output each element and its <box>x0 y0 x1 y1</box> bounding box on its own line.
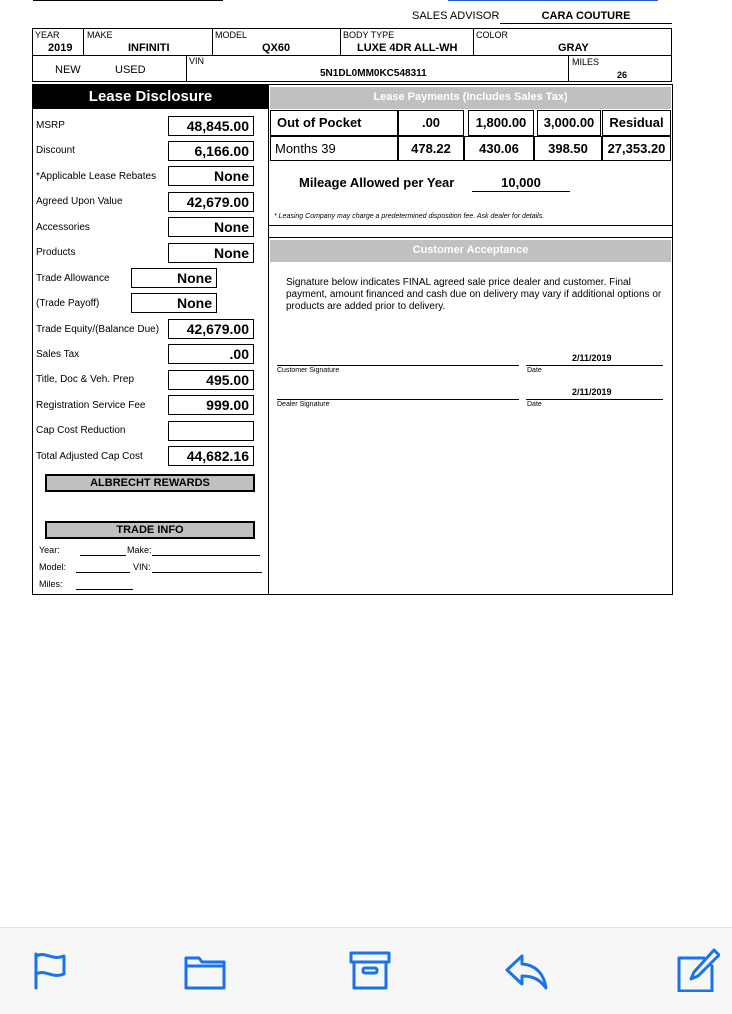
trade-make-input[interactable] <box>152 555 260 556</box>
flag-icon[interactable] <box>28 948 72 992</box>
acceptance-text: Signature below indicates FINAL agreed sale price dealer and customer. Final payment, amount financed and cash due on delivery may vary if additional options or products are added prior to delivery. <box>286 277 662 312</box>
trade-miles-label: Miles: <box>39 579 63 589</box>
row-label-lease-rebates: *Applicable Lease Rebates <box>36 171 157 182</box>
registration-fee-field[interactable]: 999.00 <box>168 395 254 415</box>
dealer-date-label: Date <box>527 401 542 408</box>
sales-advisor-value: CARA COUTURE <box>541 10 631 22</box>
trade-payoff-field[interactable]: None <box>131 293 217 313</box>
row-label-msrp: MSRP <box>36 120 65 131</box>
row-label-title-doc: Title, Doc & Veh. Prep <box>36 374 135 385</box>
color-value: GRAY <box>558 42 589 54</box>
trade-info-bar: TRADE INFO <box>45 521 255 539</box>
trade-equity-field[interactable]: 42,679.00 <box>168 319 254 339</box>
row-label-trade-equity: Trade Equity/(Balance Due) <box>36 324 160 335</box>
row-label-trade-payoff: (Trade Payoff) <box>36 298 100 309</box>
row-label-registration-fee: Registration Service Fee <box>36 400 146 411</box>
row-label-accessories: Accessories <box>36 222 90 233</box>
trade-allowance-field[interactable]: None <box>131 268 217 288</box>
year-value: 2019 <box>48 42 73 54</box>
customer-date-value: 2/11/2019 <box>572 353 612 363</box>
customer-signature-line[interactable] <box>277 365 519 366</box>
residual-value: 27,353.20 <box>602 136 671 161</box>
body-type-label: BODY TYPE <box>343 30 395 40</box>
row-label-discount: Discount <box>36 145 75 156</box>
dealer-signature-label: Dealer Signature <box>277 401 330 408</box>
lease-payments-title: Lease Payments (Includes Sales Tax) <box>270 87 671 109</box>
miles-value: 26 <box>617 70 628 80</box>
vin-value: 5N1DL0MM0KC548311 <box>320 68 427 79</box>
accessories-field[interactable]: None <box>168 217 254 237</box>
trade-year-label: Year: <box>39 545 60 555</box>
dealer-date-value: 2/11/2019 <box>572 387 612 397</box>
color-label: COLOR <box>476 30 509 40</box>
customer-date-line[interactable] <box>526 365 663 366</box>
vin-label: VIN <box>189 56 205 66</box>
title-doc-field[interactable]: 495.00 <box>168 370 254 390</box>
out-of-pocket-option-3[interactable]: 3,000.00 <box>537 110 601 136</box>
row-label-sales-tax: Sales Tax <box>36 349 80 360</box>
residual-label: Residual <box>602 110 671 136</box>
mileage-label: Mileage Allowed per Year <box>299 175 455 190</box>
customer-date-label: Date <box>527 367 542 374</box>
compose-icon[interactable] <box>676 948 720 992</box>
customer-acceptance-title: Customer Acceptance <box>270 240 671 262</box>
sales-advisor-label: SALES ADVISOR <box>412 10 500 22</box>
dealer-signature-line[interactable] <box>277 399 519 400</box>
trade-miles-input[interactable] <box>76 589 133 590</box>
row-label-trade-allowance: Trade Allowance <box>36 273 110 284</box>
products-field[interactable]: None <box>168 243 254 263</box>
body-type-value: LUXE 4DR ALL-WH <box>357 42 458 54</box>
monthly-payment-2[interactable]: 430.06 <box>464 136 534 161</box>
disposition-note: * Leasing Company may charge a predetermined disposition fee. Ask dealer for details. <box>274 213 545 220</box>
total-cap-cost-field[interactable]: 44,682.16 <box>168 446 254 466</box>
msrp-field[interactable]: 48,845.00 <box>168 116 254 136</box>
lease-rebates-field[interactable]: None <box>168 166 254 186</box>
reply-icon[interactable] <box>504 948 548 992</box>
row-label-total-cap-cost: Total Adjusted Cap Cost <box>36 451 143 462</box>
months-label: Months 39 <box>270 136 398 161</box>
folder-icon[interactable] <box>183 948 227 992</box>
trade-model-label: Model: <box>39 562 67 572</box>
discount-field[interactable]: 6,166.00 <box>168 141 254 161</box>
cap-cost-reduction-field[interactable] <box>168 421 254 441</box>
albrecht-rewards-bar: ALBRECHT REWARDS <box>45 474 255 492</box>
year-label: YEAR <box>35 30 60 40</box>
sales-tax-field[interactable]: .00 <box>168 344 254 364</box>
row-label-products: Products <box>36 247 76 258</box>
new-label: NEW <box>55 64 81 76</box>
trade-vin-label: VIN: <box>133 562 151 572</box>
miles-label: MILES <box>572 57 600 67</box>
trade-make-label: Make: <box>127 545 152 555</box>
out-of-pocket-option-1[interactable]: .00 <box>398 110 464 136</box>
trade-vin-input[interactable] <box>152 572 262 573</box>
make-label: MAKE <box>87 30 113 40</box>
model-value: QX60 <box>262 42 291 54</box>
agreed-value-field[interactable]: 42,679.00 <box>168 192 254 212</box>
row-label-agreed-value: Agreed Upon Value <box>36 196 123 207</box>
dealer-date-line[interactable] <box>526 399 663 400</box>
customer-signature-label: Customer Signature <box>277 367 340 374</box>
used-label: USED <box>115 64 146 76</box>
out-of-pocket-option-2[interactable]: 1,800.00 <box>468 110 534 136</box>
archive-icon[interactable] <box>348 948 392 992</box>
trade-model-input[interactable] <box>76 572 130 573</box>
mileage-value: 10,000 <box>501 175 541 190</box>
lease-disclosure-title: Lease Disclosure <box>33 85 268 109</box>
out-of-pocket-label: Out of Pocket <box>270 110 398 136</box>
make-value: INFINITI <box>128 42 170 54</box>
row-label-cap-cost-reduction: Cap Cost Reduction <box>36 425 126 436</box>
model-label: MODEL <box>215 30 248 40</box>
monthly-payment-3[interactable]: 398.50 <box>534 136 602 161</box>
monthly-payment-1[interactable]: 478.22 <box>398 136 464 161</box>
